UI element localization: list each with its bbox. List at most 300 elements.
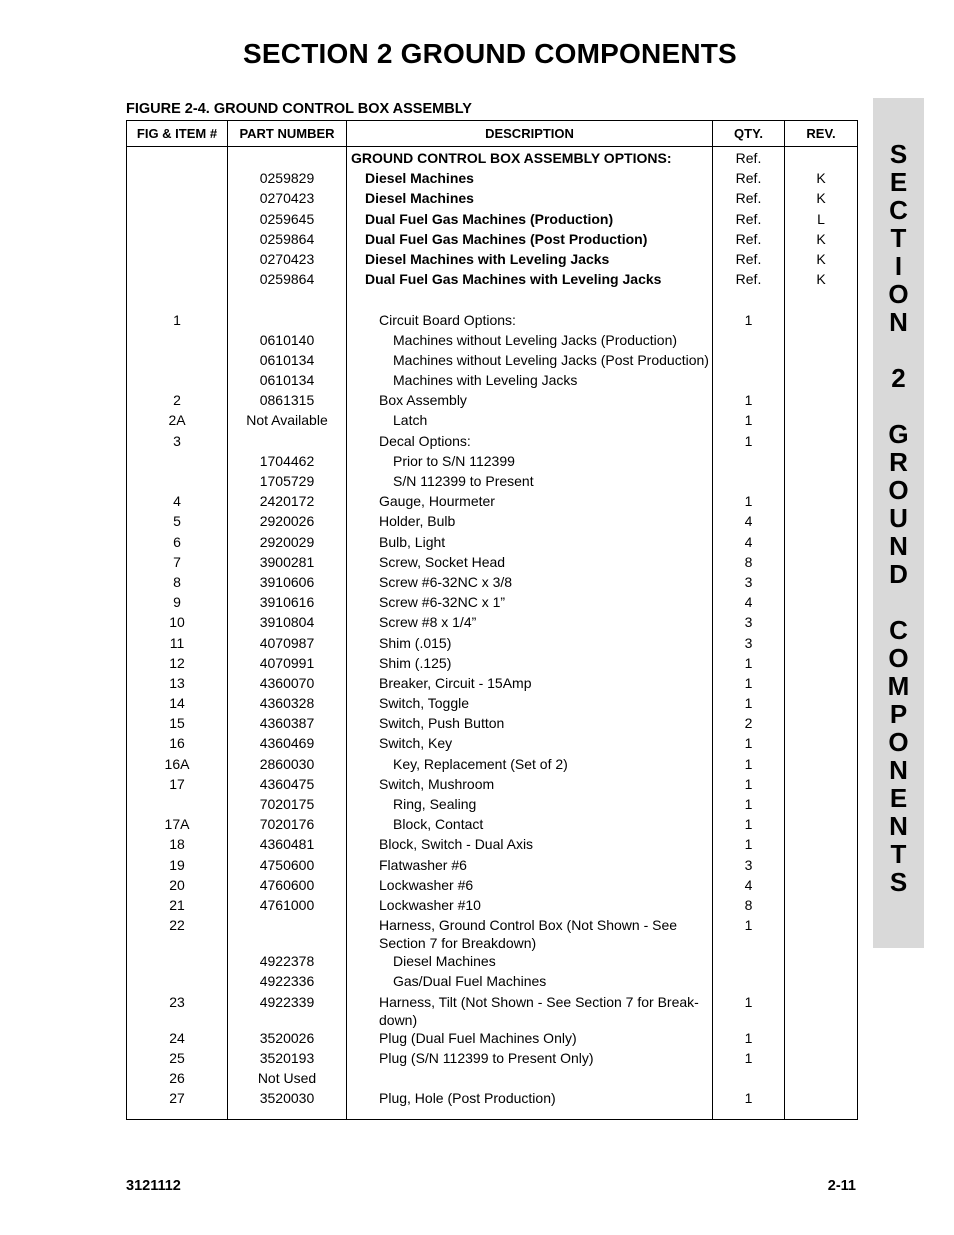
table-header-row <box>127 121 858 147</box>
description-cell <box>347 573 713 593</box>
rev-cell <box>785 331 858 351</box>
side-tab-letter: M <box>887 671 910 701</box>
side-tab-letter: E <box>889 783 908 813</box>
qty-cell: Ref. <box>713 270 785 290</box>
description-cell <box>347 391 713 411</box>
part-number-cell: 4760600 <box>228 876 347 896</box>
description-text: Block, Switch - Dual Axis <box>379 836 534 853</box>
fig-item-cell: 26 <box>127 1069 228 1089</box>
description-cell <box>347 916 713 952</box>
part-number-cell: 2920026 <box>228 512 347 532</box>
part-number-cell <box>228 290 347 310</box>
description-text: Plug (S/N 112399 to Present Only) <box>379 1049 594 1066</box>
rev-cell <box>785 714 858 734</box>
side-tab-letter: U <box>889 503 908 533</box>
rev-cell <box>785 512 858 532</box>
part-number-cell: 0610134 <box>228 371 347 391</box>
qty-cell: 2 <box>713 714 785 734</box>
table-row <box>127 993 858 1029</box>
qty-cell: 4 <box>713 876 785 896</box>
part-number-cell: 4070987 <box>228 634 347 654</box>
rev-cell: K <box>785 169 858 189</box>
table-row <box>127 835 858 855</box>
qty-cell: Ref. <box>713 169 785 189</box>
table-row <box>127 952 858 972</box>
rev-cell <box>785 411 858 431</box>
part-number-cell: 3520193 <box>228 1049 347 1069</box>
description-cell <box>347 714 713 734</box>
description-cell <box>347 972 713 992</box>
fig-item-cell: 4 <box>127 492 228 512</box>
side-tab-letter: C <box>889 195 908 225</box>
fig-item-cell: 14 <box>127 694 228 714</box>
side-tab-letter: N <box>889 755 908 785</box>
qty-cell: Ref. <box>713 250 785 270</box>
description-text: GROUND CONTROL BOX ASSEMBLY OPTIONS: <box>351 150 672 166</box>
fig-item-cell <box>127 210 228 230</box>
fig-item-cell <box>127 189 228 209</box>
description-text: Lockwasher #10 <box>379 896 481 913</box>
fig-item-cell <box>127 331 228 351</box>
rev-cell <box>785 835 858 855</box>
parts-table <box>126 120 858 1120</box>
table-row <box>127 896 858 916</box>
description-cell <box>347 993 713 1029</box>
header-rev: REV. <box>785 121 858 147</box>
description-cell <box>347 331 713 351</box>
fig-item-cell: 9 <box>127 593 228 613</box>
rev-cell <box>785 654 858 674</box>
description-cell <box>347 613 713 633</box>
description-text: Latch <box>393 412 428 429</box>
table-row <box>127 755 858 775</box>
rev-cell <box>785 311 858 331</box>
fig-item-cell: 18 <box>127 835 228 855</box>
section-title: SECTION 2 GROUND COMPONENTS <box>243 38 737 69</box>
side-tab-letter: G <box>888 419 909 449</box>
qty-cell: Ref. <box>713 210 785 230</box>
description-cell <box>347 311 713 331</box>
description-cell <box>347 492 713 512</box>
description-cell <box>347 452 713 472</box>
qty-cell: 1 <box>713 432 785 452</box>
fig-item-cell: 1 <box>127 311 228 331</box>
table-row <box>127 654 858 674</box>
description-text: Switch, Mushroom <box>379 775 495 792</box>
qty-cell: 1 <box>713 674 785 694</box>
fig-item-cell: 19 <box>127 856 228 876</box>
fig-item-cell <box>127 952 228 972</box>
fig-item-cell: 16A <box>127 755 228 775</box>
description-cell <box>347 351 713 371</box>
part-number-cell: 0259645 <box>228 210 347 230</box>
table-row <box>127 189 858 209</box>
part-number-cell: 3910606 <box>228 573 347 593</box>
qty-cell: Ref. <box>713 189 785 209</box>
description-cell <box>347 795 713 815</box>
qty-cell: 1 <box>713 1029 785 1049</box>
qty-cell <box>713 290 785 310</box>
part-number-cell: 0259864 <box>228 230 347 250</box>
rev-cell <box>785 1069 858 1089</box>
table-row <box>127 553 858 573</box>
side-tab-letter: S <box>889 867 908 897</box>
description-text: Breaker, Circuit - 15Amp <box>379 674 532 691</box>
rev-cell <box>785 147 858 170</box>
table-row <box>127 411 858 431</box>
side-tab-letter: S <box>889 139 908 169</box>
description-text: Diesel Machines <box>365 170 474 187</box>
part-number-cell: 0270423 <box>228 250 347 270</box>
table-row <box>127 512 858 532</box>
rev-cell <box>785 795 858 815</box>
description-cell <box>347 815 713 835</box>
qty-cell: 1 <box>713 654 785 674</box>
rev-cell: L <box>785 210 858 230</box>
part-number-cell: 0610134 <box>228 351 347 371</box>
qty-cell: 1 <box>713 1049 785 1069</box>
table-row <box>127 775 858 795</box>
part-number-cell: 4761000 <box>228 896 347 916</box>
table-row <box>127 634 858 654</box>
description-text: Screw #6-32NC x 1” <box>379 594 506 611</box>
description-cell <box>347 896 713 916</box>
description-cell <box>347 371 713 391</box>
fig-item-cell: 17 <box>127 775 228 795</box>
part-number-cell <box>228 432 347 452</box>
qty-cell: 1 <box>713 993 785 1029</box>
part-number-cell: 4750600 <box>228 856 347 876</box>
qty-cell: 1 <box>713 492 785 512</box>
fig-item-cell <box>127 290 228 310</box>
part-number-cell: 4360475 <box>228 775 347 795</box>
table-row <box>127 1069 858 1089</box>
description-cell <box>347 734 713 754</box>
qty-cell <box>713 452 785 472</box>
table-row <box>127 169 858 189</box>
rev-cell <box>785 896 858 916</box>
part-number-cell: 2860030 <box>228 755 347 775</box>
header-part-number: PART NUMBER <box>228 121 347 147</box>
fig-item-cell: 2 <box>127 391 228 411</box>
description-cell <box>347 147 713 170</box>
rev-cell <box>785 593 858 613</box>
description-cell <box>347 1049 713 1069</box>
description-text: Key, Replacement (Set of 2) <box>393 755 568 772</box>
part-number-cell: 4360070 <box>228 674 347 694</box>
rev-cell <box>785 993 858 1029</box>
part-number-cell <box>228 311 347 331</box>
fig-item-cell: 16 <box>127 734 228 754</box>
description-cell <box>347 694 713 714</box>
part-number-cell: 0259864 <box>228 270 347 290</box>
side-tab-letter: P <box>889 699 908 729</box>
rev-cell <box>785 755 858 775</box>
description-cell <box>347 593 713 613</box>
fig-item-cell: 10 <box>127 613 228 633</box>
table-row <box>127 432 858 452</box>
qty-cell: 1 <box>713 311 785 331</box>
qty-cell <box>713 972 785 992</box>
table-row <box>127 972 858 992</box>
description-cell <box>347 210 713 230</box>
description-cell <box>347 1089 713 1120</box>
part-number-cell <box>228 147 347 170</box>
table-row <box>127 1089 858 1120</box>
side-tab-letter: D <box>889 559 908 589</box>
rev-cell <box>785 1089 858 1120</box>
description-cell <box>347 189 713 209</box>
description-text: Plug, Hole (Post Production) <box>379 1090 556 1107</box>
table-row <box>127 533 858 553</box>
description-text: Machines without Leveling Jacks (Production) <box>393 331 678 348</box>
rev-cell <box>785 452 858 472</box>
description-text: Block, Contact <box>393 816 484 833</box>
qty-cell: Ref. <box>713 147 785 170</box>
part-number-cell: 3520030 <box>228 1089 347 1120</box>
part-number-cell <box>228 916 347 952</box>
description-cell <box>347 230 713 250</box>
document-number: 3121112 <box>126 1178 181 1194</box>
part-number-cell: 4360469 <box>228 734 347 754</box>
table-row <box>127 290 858 310</box>
header-qty: QTY. <box>713 121 785 147</box>
side-tab-letter: R <box>889 447 908 477</box>
description-text: Holder, Bulb <box>379 513 456 530</box>
qty-cell: 1 <box>713 795 785 815</box>
description-cell <box>347 472 713 492</box>
description-text: Harness, Ground Control Box (Not Shown - See Section 7 for Breakdown) <box>379 917 678 952</box>
description-cell <box>347 876 713 896</box>
fig-item-cell: 7 <box>127 553 228 573</box>
description-text: Switch, Toggle <box>379 695 470 712</box>
description-text: Screw #6-32NC x 3/8 <box>379 573 513 590</box>
side-tab-letter: N <box>889 531 908 561</box>
rev-cell <box>785 1029 858 1049</box>
qty-cell: 3 <box>713 613 785 633</box>
description-cell <box>347 290 713 310</box>
description-text: Bulb, Light <box>379 533 446 550</box>
side-tab-letter: C <box>889 615 908 645</box>
rev-cell <box>785 533 858 553</box>
part-number-cell: 7020175 <box>228 795 347 815</box>
rev-cell <box>785 492 858 512</box>
part-number-cell: 4922339 <box>228 993 347 1029</box>
fig-item-cell <box>127 270 228 290</box>
description-text: Machines without Leveling Jacks (Post Production) <box>393 351 709 368</box>
rev-cell: K <box>785 250 858 270</box>
table-row <box>127 311 858 331</box>
fig-item-cell <box>127 972 228 992</box>
description-text: Shim (.015) <box>379 634 452 651</box>
table-row <box>127 674 858 694</box>
section-side-tab <box>873 98 924 948</box>
description-text: Gauge, Hourmeter <box>379 493 495 510</box>
description-text: Diesel Machines <box>365 190 474 207</box>
part-number-cell: 4922336 <box>228 972 347 992</box>
table-row <box>127 876 858 896</box>
rev-cell <box>785 734 858 754</box>
part-number-cell: Not Used <box>228 1069 347 1089</box>
rev-cell <box>785 432 858 452</box>
part-number-cell: 1705729 <box>228 472 347 492</box>
description-text: Dual Fuel Gas Machines with Leveling Jacks <box>365 271 662 288</box>
fig-item-cell: 13 <box>127 674 228 694</box>
description-text: Machines with Leveling Jacks <box>393 372 578 389</box>
table-row <box>127 593 858 613</box>
side-tab-letter: O <box>888 643 909 673</box>
table-row <box>127 1029 858 1049</box>
fig-item-cell <box>127 472 228 492</box>
part-number-cell: 4922378 <box>228 952 347 972</box>
part-number-cell: 2920029 <box>228 533 347 553</box>
description-text: Ring, Sealing <box>393 796 477 812</box>
description-text: Diesel Machines <box>393 953 496 970</box>
rev-cell <box>785 952 858 972</box>
rev-cell <box>785 694 858 714</box>
description-cell <box>347 250 713 270</box>
header-fig-item: FIG & ITEM # <box>127 121 228 147</box>
qty-cell: 1 <box>713 755 785 775</box>
fig-item-cell: 27 <box>127 1089 228 1120</box>
description-cell <box>347 432 713 452</box>
table-row <box>127 573 858 593</box>
qty-cell: 1 <box>713 734 785 754</box>
part-number-cell: 0270423 <box>228 189 347 209</box>
description-text: Prior to S/N 112399 <box>393 452 515 469</box>
part-number-cell: 4360481 <box>228 835 347 855</box>
description-cell <box>347 755 713 775</box>
description-cell <box>347 654 713 674</box>
qty-cell: Ref. <box>713 230 785 250</box>
table-row <box>127 452 858 472</box>
part-number-cell: 4360328 <box>228 694 347 714</box>
rev-cell <box>785 815 858 835</box>
side-tab-letter: T <box>890 223 907 253</box>
fig-item-cell: 22 <box>127 916 228 952</box>
qty-cell <box>713 1069 785 1089</box>
table-row <box>127 270 858 290</box>
fig-item-cell <box>127 169 228 189</box>
side-tab-letter <box>873 588 924 616</box>
table-row <box>127 1049 858 1069</box>
description-text: Box Assembly <box>379 392 467 409</box>
description-text: Decal Options: <box>379 432 471 449</box>
table-row <box>127 351 858 371</box>
rev-cell: K <box>785 189 858 209</box>
description-text: Switch, Key <box>379 735 453 752</box>
fig-item-cell: 24 <box>127 1029 228 1049</box>
side-tab-letter: E <box>889 167 908 197</box>
qty-cell: 1 <box>713 775 785 795</box>
description-cell <box>347 634 713 654</box>
side-tab-letter: O <box>888 727 909 757</box>
table-row <box>127 694 858 714</box>
description-text: Harness, Tilt (Not Shown - See Section 7 for Break-down) <box>379 993 699 1028</box>
table-row <box>127 391 858 411</box>
part-number-cell: 0610140 <box>228 331 347 351</box>
description-cell <box>347 1069 713 1089</box>
fig-item-cell <box>127 371 228 391</box>
fig-item-cell: 25 <box>127 1049 228 1069</box>
part-number-cell: 3900281 <box>228 553 347 573</box>
table-row <box>127 815 858 835</box>
qty-cell: 4 <box>713 512 785 532</box>
fig-item-cell: 12 <box>127 654 228 674</box>
table-row <box>127 250 858 270</box>
description-text: Circuit Board Options: <box>379 311 516 328</box>
qty-cell: 4 <box>713 593 785 613</box>
description-text: Plug (Dual Fuel Machines Only) <box>379 1029 577 1046</box>
description-text: S/N 112399 to Present <box>393 473 534 489</box>
part-number-cell: 7020176 <box>228 815 347 835</box>
fig-item-cell <box>127 351 228 371</box>
side-tab-letter <box>873 392 924 420</box>
fig-item-cell <box>127 250 228 270</box>
description-cell <box>347 674 713 694</box>
qty-cell: 1 <box>713 411 785 431</box>
side-tab-letter: O <box>888 475 909 505</box>
part-number-cell: 2420172 <box>228 492 347 512</box>
fig-item-cell: 5 <box>127 512 228 532</box>
description-cell <box>347 553 713 573</box>
rev-cell: K <box>785 270 858 290</box>
table-row <box>127 147 858 170</box>
fig-item-cell <box>127 795 228 815</box>
fig-item-cell: 15 <box>127 714 228 734</box>
fig-item-cell: 20 <box>127 876 228 896</box>
description-text: Lockwasher #6 <box>379 876 474 893</box>
description-text: Diesel Machines with Leveling Jacks <box>365 250 610 267</box>
description-cell <box>347 952 713 972</box>
qty-cell: 8 <box>713 896 785 916</box>
qty-cell: 1 <box>713 815 785 835</box>
rev-cell <box>785 775 858 795</box>
page-number: 2-11 <box>827 1178 856 1194</box>
description-cell <box>347 1029 713 1049</box>
description-cell <box>347 835 713 855</box>
part-number-cell: 3910804 <box>228 613 347 633</box>
qty-cell: 3 <box>713 573 785 593</box>
part-number-cell: Not Available <box>228 411 347 431</box>
qty-cell <box>713 371 785 391</box>
rev-cell <box>785 613 858 633</box>
part-number-cell: 4360387 <box>228 714 347 734</box>
qty-cell <box>713 351 785 371</box>
qty-cell <box>713 331 785 351</box>
description-cell <box>347 411 713 431</box>
description-text: Dual Fuel Gas Machines (Production) <box>365 210 614 227</box>
part-number-cell: 4070991 <box>228 654 347 674</box>
description-cell <box>347 856 713 876</box>
qty-cell: 3 <box>713 856 785 876</box>
description-text: Screw, Socket Head <box>379 553 506 570</box>
table-row <box>127 613 858 633</box>
header-description: DESCRIPTION <box>347 121 713 147</box>
rev-cell <box>785 634 858 654</box>
qty-cell <box>713 472 785 492</box>
fig-item-cell: 23 <box>127 993 228 1029</box>
side-tab-letter: 2 <box>891 363 906 393</box>
part-number-cell: 1704462 <box>228 452 347 472</box>
qty-cell <box>713 952 785 972</box>
table-row <box>127 714 858 734</box>
description-text: Dual Fuel Gas Machines (Post Production) <box>365 230 648 247</box>
qty-cell: 1 <box>713 1089 785 1120</box>
qty-cell: 8 <box>713 553 785 573</box>
description-cell <box>347 270 713 290</box>
table-row <box>127 734 858 754</box>
